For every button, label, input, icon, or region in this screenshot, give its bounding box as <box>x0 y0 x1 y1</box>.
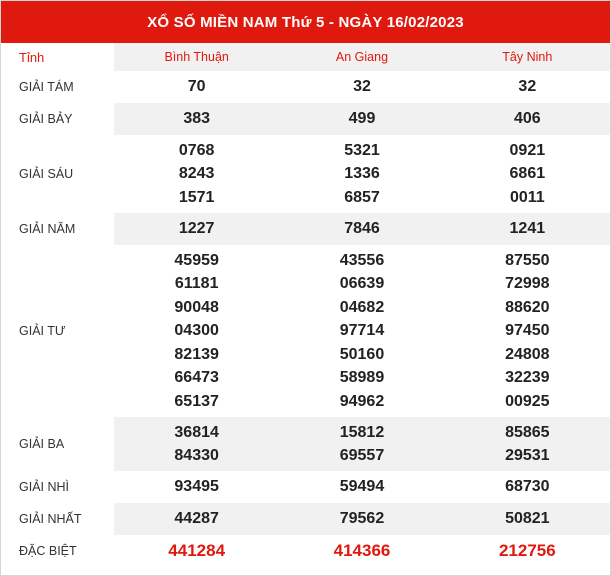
results-title: XỔ SỐ MIỀN NAM Thứ 5 - NGÀY 16/02/2023 <box>1 1 610 43</box>
winning-number[interactable]: 72998 <box>505 275 550 293</box>
result-cell <box>279 417 444 471</box>
prize-name: GIẢI NHÌ <box>1 471 114 503</box>
winning-number[interactable]: 00925 <box>505 392 550 410</box>
winning-number[interactable]: 1336 <box>344 165 380 183</box>
winning-number[interactable]: 70 <box>187 78 206 96</box>
winning-number[interactable]: 0011 <box>509 188 545 206</box>
winning-number[interactable]: 383 <box>183 110 211 128</box>
winning-number[interactable]: 5321 <box>344 141 380 159</box>
winning-number[interactable]: 44287 <box>174 510 219 528</box>
prize-row <box>1 535 610 567</box>
result-cell <box>279 71 444 103</box>
winning-number[interactable]: 32239 <box>505 369 550 387</box>
result-cell <box>114 417 279 471</box>
winning-number[interactable]: 7846 <box>344 220 380 238</box>
prize-row <box>1 471 610 503</box>
winning-number[interactable]: 97714 <box>339 322 385 340</box>
prize-row <box>1 213 610 245</box>
prize-name: GIẢI SÁU <box>1 135 114 213</box>
winning-number[interactable]: 50160 <box>339 345 385 363</box>
winning-number[interactable]: 0921 <box>509 141 546 159</box>
result-cell <box>279 103 444 135</box>
winning-number[interactable]: 1241 <box>509 220 546 238</box>
winning-number[interactable]: 79562 <box>339 510 385 528</box>
winning-number[interactable]: 6857 <box>344 188 380 206</box>
result-cell <box>445 471 610 503</box>
result-cell <box>114 213 279 245</box>
result-cell <box>445 535 610 567</box>
winning-number[interactable]: 0768 <box>178 141 215 159</box>
province-name[interactable]: Tây Ninh <box>502 50 553 64</box>
province-name[interactable]: Bình Thuận <box>164 50 229 64</box>
winning-number[interactable]: 499 <box>348 110 376 128</box>
result-cell <box>114 135 279 213</box>
winning-number[interactable]: 87550 <box>505 252 550 270</box>
result-cell <box>279 213 444 245</box>
province-header-row <box>1 43 610 71</box>
winning-number[interactable]: 97450 <box>505 322 550 340</box>
winning-number[interactable]: 32 <box>353 78 371 96</box>
winning-number[interactable]: 59494 <box>339 478 385 496</box>
results-table <box>1 43 610 567</box>
prize-row <box>1 245 610 417</box>
prize-row <box>1 103 610 135</box>
winning-number[interactable]: 406 <box>513 110 541 128</box>
prize-name: GIẢI TÁM <box>1 71 114 103</box>
winning-number[interactable]: 29531 <box>505 447 550 464</box>
result-cell <box>114 471 279 503</box>
result-cell <box>445 135 610 213</box>
prize-row <box>1 503 610 535</box>
winning-number[interactable]: 61181 <box>174 275 219 293</box>
result-cell <box>445 503 610 535</box>
result-cell <box>445 71 610 103</box>
winning-number[interactable]: 94962 <box>339 392 385 410</box>
winning-number[interactable]: 414366 <box>333 541 391 561</box>
winning-number[interactable]: 212756 <box>498 541 556 561</box>
winning-number[interactable]: 04682 <box>339 298 385 316</box>
result-cell <box>445 103 610 135</box>
winning-number[interactable]: 84330 <box>174 447 219 464</box>
prize-name: GIẢI NĂM <box>1 213 114 245</box>
winning-number[interactable]: 32 <box>518 78 537 96</box>
prize-row <box>1 135 610 213</box>
winning-number[interactable]: 8243 <box>178 165 215 183</box>
winning-number[interactable]: 36814 <box>174 423 219 441</box>
prize-name: GIẢI NHẤT <box>1 503 114 535</box>
winning-number[interactable]: 93495 <box>174 478 219 496</box>
result-cell <box>279 503 444 535</box>
winning-number[interactable]: 04300 <box>174 322 219 340</box>
winning-number[interactable]: 88620 <box>505 298 550 316</box>
winning-number[interactable]: 85865 <box>505 423 550 441</box>
result-cell <box>279 535 444 567</box>
province-name[interactable]: An Giang <box>335 50 389 64</box>
prize-name: GIẢI BẢY <box>1 103 114 135</box>
prize-name: GIẢI TƯ <box>1 245 114 417</box>
winning-number[interactable]: 69557 <box>339 447 385 464</box>
winning-number[interactable]: 43556 <box>339 252 385 270</box>
winning-number[interactable]: 441284 <box>168 541 226 561</box>
winning-number[interactable]: 90048 <box>174 298 219 316</box>
winning-number[interactable]: 24808 <box>505 345 550 363</box>
winning-number[interactable]: 1227 <box>178 220 215 238</box>
winning-number[interactable]: 45959 <box>174 252 219 270</box>
result-cell <box>279 135 444 213</box>
result-cell <box>114 245 279 417</box>
prize-name: ĐẶC BIỆT <box>1 535 114 567</box>
winning-number[interactable]: 50821 <box>505 510 550 528</box>
winning-number[interactable]: 15812 <box>339 423 385 441</box>
prize-row <box>1 417 610 471</box>
result-cell <box>279 471 444 503</box>
winning-number[interactable]: 06639 <box>339 275 385 293</box>
prize-rows <box>1 71 610 567</box>
result-cell <box>279 245 444 417</box>
result-cell <box>114 503 279 535</box>
prize-name: GIẢI BA <box>1 417 114 471</box>
prize-row <box>1 71 610 103</box>
result-cell <box>114 103 279 135</box>
winning-number[interactable]: 68730 <box>505 478 550 496</box>
winning-number[interactable]: 6861 <box>509 165 546 183</box>
winning-number[interactable]: 58989 <box>339 369 385 387</box>
winning-number[interactable]: 1571 <box>178 188 215 206</box>
winning-number[interactable]: 82139 <box>174 345 219 363</box>
result-cell <box>114 535 279 567</box>
result-cell <box>114 71 279 103</box>
result-cell <box>445 245 610 417</box>
result-cell <box>445 417 610 471</box>
result-cell <box>445 213 610 245</box>
winning-number[interactable]: 66473 <box>174 369 219 387</box>
winning-number[interactable]: 65137 <box>174 392 219 410</box>
province-column-label: Tỉnh <box>1 43 114 71</box>
